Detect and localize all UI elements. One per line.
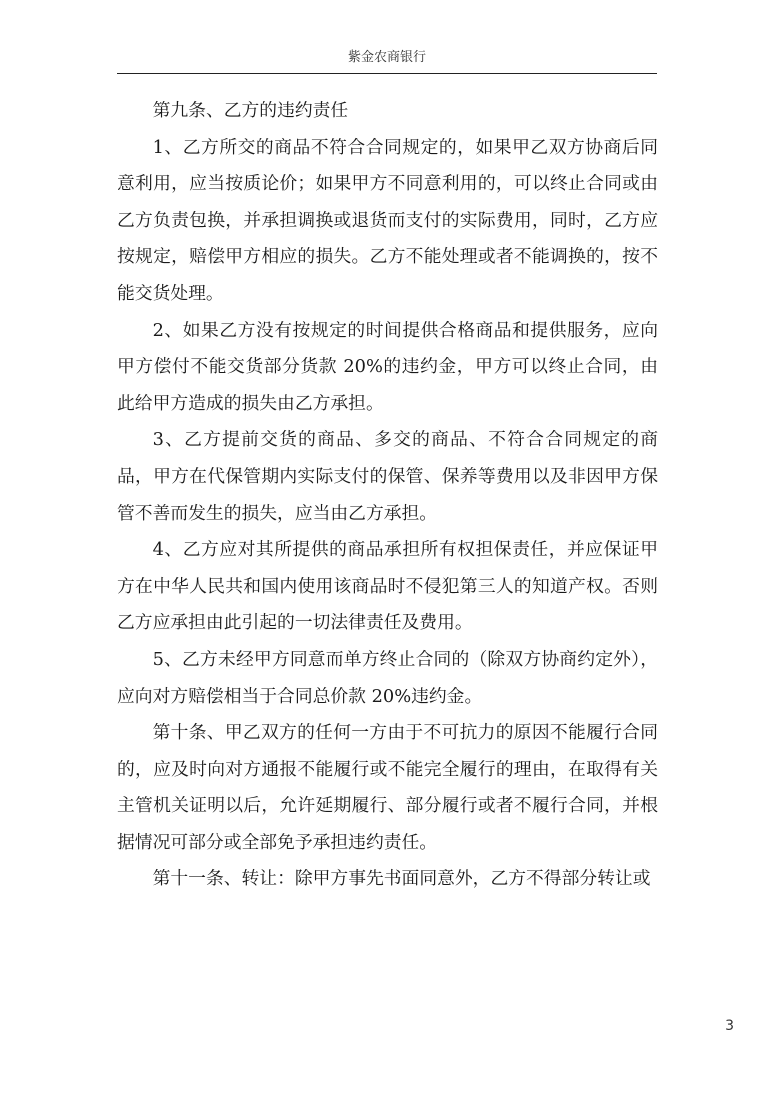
clause-9-4: 4、乙方应对其所提供的商品承担所有权担保责任，并应保证甲方在中华人民共和国内使用该商品时不侵犯第三人的知道产权。否则乙方应承担由此引起的一切法律责任及费用。 <box>117 539 658 634</box>
page-header: 紫金农商银行 <box>347 50 426 65</box>
clause-9-1: 1、乙方所交的商品不符合合同规定的，如果甲乙双方协商后同意利用，应当按质论价；如果甲方不同意利用的，可以终止合同或由乙方负责包换，并承担调换或退货而支付的实际费用，同时，乙方应按规定，赔偿甲方相应的损失。乙方不能处理或者不能调换的，按不能交货处理。 <box>117 136 658 304</box>
article-10: 第十条、甲乙双方的任何一方由于不可抗力的原因不能履行合同的，应及时向对方通报不能履行或不能完全履行的理由，在取得有关主管机关证明以后，允许延期履行、部分履行或者不履行合同，并根据情况可部分或全部免予承担违约责任。 <box>117 722 658 853</box>
clause-9-5: 5、乙方未经甲方同意而单方终止合同的（除双方协商约定外），应向对方赔偿相当于合同总价款 20%违约金。 <box>117 648 658 707</box>
article-11: 第十一条、转让：除甲方事先书面同意外，乙方不得部分转让或 <box>152 868 651 890</box>
article-9-heading: 第九条、乙方的违约责任 <box>152 100 349 121</box>
page-number: 3 <box>725 1018 734 1034</box>
clause-9-3: 3、乙方提前交货的商品、多交的商品、不符合合同规定的商品，甲方在代保管期内实际支付的保管、保养等费用以及非因甲方保管不善而发生的损失，应当由乙方承担。 <box>117 429 658 524</box>
header-divider <box>117 73 657 74</box>
document-body <box>117 93 658 898</box>
clause-9-2: 2、如果乙方没有按规定的时间提供合格商品和提供服务，应向甲方偿付不能交货部分货款 20%的违约金，甲方可以终止合同，由此给甲方造成的损失由乙方承担。 <box>117 319 658 414</box>
